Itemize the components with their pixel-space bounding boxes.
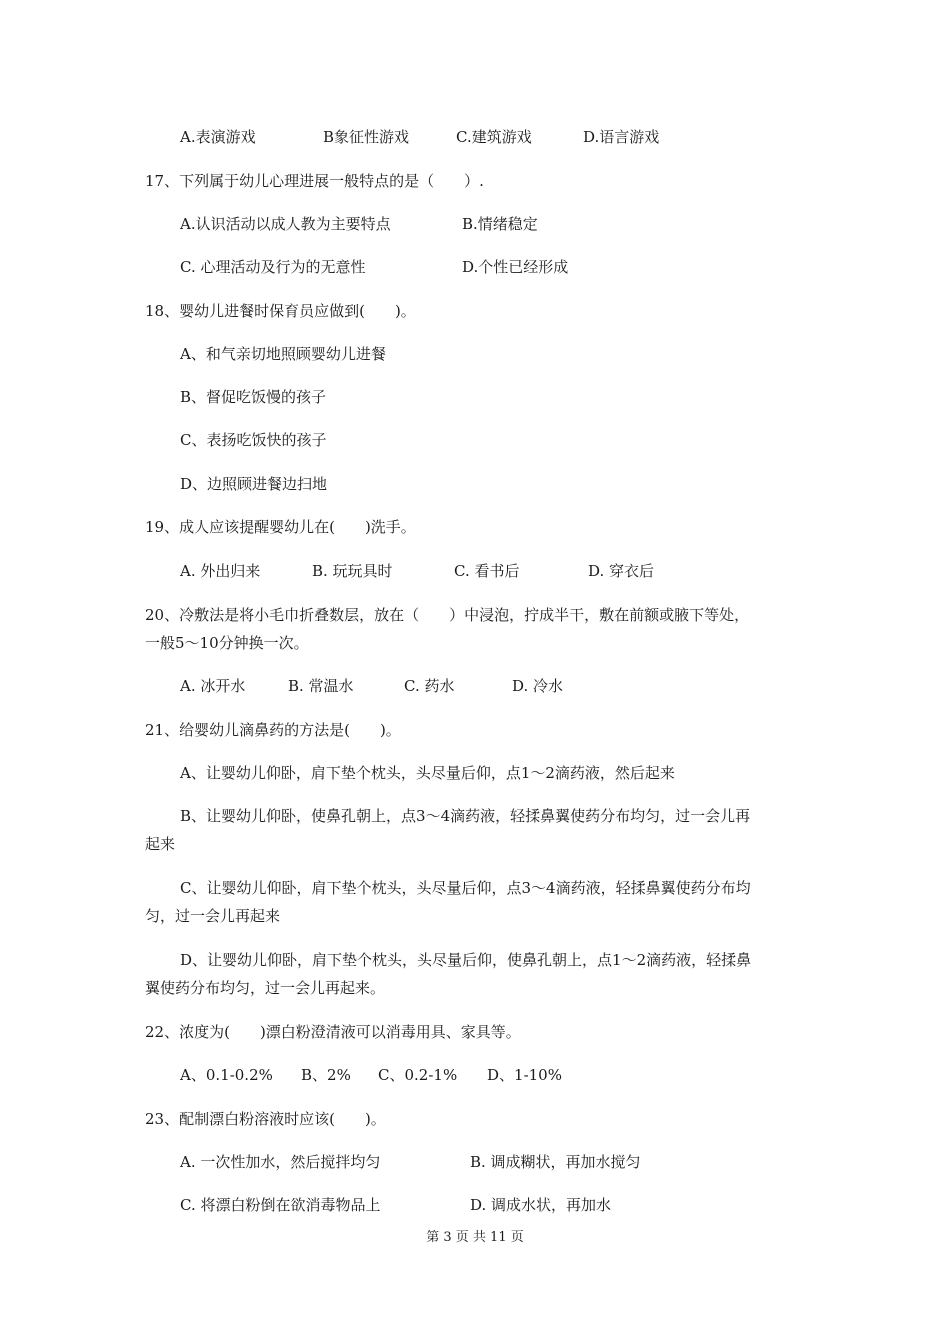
q20-option-c: C. 药水 xyxy=(404,677,455,695)
q21-option-c-line1: C、让婴幼儿仰卧，肩下垫个枕头，头尽量后仰，点3～4滴药液，轻揉鼻翼使药分布均 xyxy=(180,879,751,897)
q23-option-b: B. 调成糊状，再加水搅匀 xyxy=(470,1153,641,1171)
q22-option-c: C、0.2-1% xyxy=(378,1066,458,1084)
q20-option-d: D. 冷水 xyxy=(512,677,564,695)
q21-option-a: A、让婴幼儿仰卧，肩下垫个枕头，头尽量后仰，点1～2滴药液，然后起来 xyxy=(180,764,675,782)
q18-option-d: D、边照顾进餐边扫地 xyxy=(180,475,328,493)
q21-option-c-line2: 匀，过一会儿再起来 xyxy=(145,907,281,925)
page-number-footer: 第 3 页 共 11 页 xyxy=(426,1230,524,1245)
q17-option-d: D.个性已经形成 xyxy=(462,258,569,276)
q18-option-c: C、表扬吃饭快的孩子 xyxy=(180,431,327,449)
q17-option-c: C. 心理活动及行为的无意性 xyxy=(180,258,366,276)
q21-option-d-line1: D、让婴幼儿仰卧，肩下垫个枕头，头尽量后仰，使鼻孔朝上，点1～2滴药液，轻揉鼻 xyxy=(180,951,752,969)
q16-option-b: B象征性游戏 xyxy=(323,128,410,146)
q19-stem: 19、成人应该提醒婴幼儿在( )洗手。 xyxy=(145,518,416,536)
q20-option-a: A. 冰开水 xyxy=(180,677,246,695)
q17-option-b: B.情绪稳定 xyxy=(462,215,538,233)
q22-stem: 22、浓度为( )漂白粉澄清液可以消毒用具、家具等。 xyxy=(145,1023,521,1041)
q21-option-b-line2: 起来 xyxy=(145,835,176,853)
q16-option-a: A.表演游戏 xyxy=(180,128,256,146)
q21-option-d-line2: 翼使药分布均匀，过一会儿再起来。 xyxy=(145,979,386,997)
q20-stem-line2: 一般5～10分钟换一次。 xyxy=(145,634,309,652)
q22-option-d: D、1-10% xyxy=(487,1066,562,1084)
q19-option-b: B. 玩玩具时 xyxy=(312,562,393,580)
q20-option-b: B. 常温水 xyxy=(288,677,354,695)
q20-stem-line1: 20、冷敷法是将小毛巾折叠数层，放在（ ）中浸泡，拧成半干，敷在前额或腋下等处， xyxy=(145,606,750,624)
q23-stem: 23、配制漂白粉溶液时应该( )。 xyxy=(145,1110,386,1128)
q23-option-a: A. 一次性加水，然后搅拌均匀 xyxy=(180,1153,381,1171)
q17-option-a: A.认识活动以成人教为主要特点 xyxy=(180,215,391,233)
q21-stem: 21、给婴幼儿滴鼻药的方法是( )。 xyxy=(145,721,401,739)
q19-option-c: C. 看书后 xyxy=(454,562,520,580)
q16-option-c: C.建筑游戏 xyxy=(456,128,532,146)
q22-option-a: A、0.1-0.2% xyxy=(180,1066,273,1084)
q18-option-a: A、和气亲切地照顾婴幼儿进餐 xyxy=(180,345,386,363)
q18-option-b: B、督促吃饭慢的孩子 xyxy=(180,388,327,406)
q23-option-c: C. 将漂白粉倒在欲消毒物品上 xyxy=(180,1196,381,1214)
q21-option-b-line1: B、让婴幼儿仰卧，使鼻孔朝上，点3～4滴药液，轻揉鼻翼使药分布均匀，过一会儿再 xyxy=(180,807,751,825)
q18-stem: 18、婴幼儿进餐时保育员应做到( )。 xyxy=(145,302,416,320)
q17-stem: 17、下列属于幼儿心理进展一般特点的是（ ）. xyxy=(145,172,484,190)
q19-option-a: A. 外出归来 xyxy=(180,562,261,580)
q22-option-b: B、2% xyxy=(301,1066,351,1084)
q19-option-d: D. 穿衣后 xyxy=(588,562,655,580)
q16-option-d: D.语言游戏 xyxy=(583,128,660,146)
q23-option-d: D. 调成水状，再加水 xyxy=(470,1196,612,1214)
